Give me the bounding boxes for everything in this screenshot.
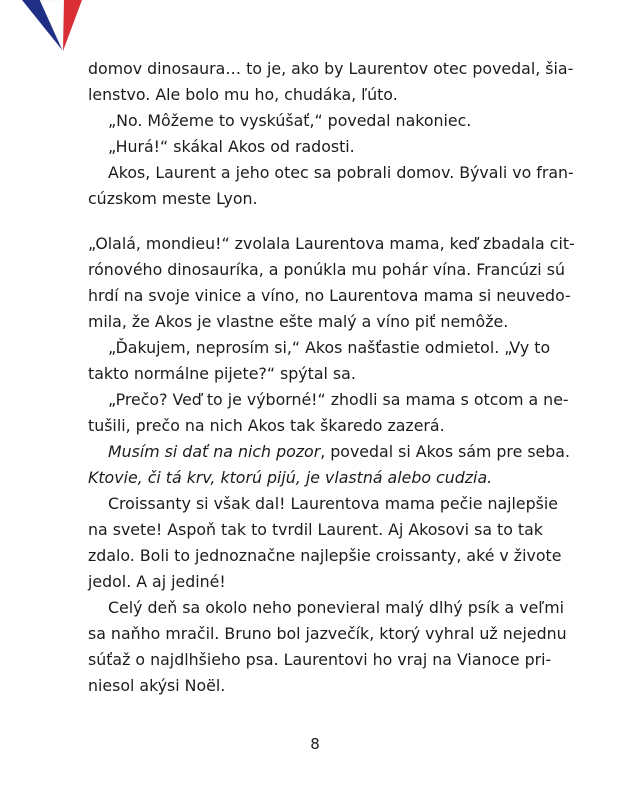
text-line: „Hurá!“ skákal Akos od radosti. (108, 137, 355, 156)
text-line: „Prečo? Veď to je výborné!“ zhodli sa mama s otcom a ne- (108, 390, 569, 409)
book-text (88, 56, 575, 699)
text-line: súťaž o najdlhšieho psa. Laurentovi ho vraj na Vianoce pri- (88, 650, 552, 669)
section-gap (88, 212, 570, 231)
text-line: Celý deň sa okolo neho ponevieral malý dlhý psík a veľmi (108, 598, 565, 617)
text-line: „No. Môžeme to vyskúšať,“ povedal nakoniec. (108, 111, 472, 130)
text-line: na svete! Aspoň tak to tvrdil Laurent. Aj Akosovi sa to tak (88, 520, 543, 539)
narration-text: , povedal si Akos sám pre seba. (320, 442, 570, 461)
text-line: tušili, prečo na nich Akos tak škaredo zazerá. (88, 416, 445, 435)
text-line: lenstvo. Ale bolo mu ho, chudáka, ľúto. (88, 85, 398, 104)
italic-thought-line: Ktovie, či tá krv, ktorú pijú, je vlastná alebo cudzia. (88, 468, 493, 487)
page-number: 8 (310, 735, 320, 753)
text-line: hrdí na svoje vinice a víno, no Laurentova mama si neuvedo- (88, 286, 571, 305)
text-line: cúzskom meste Lyon. (88, 189, 258, 208)
text-line: takto normálne pijete?“ spýtal sa. (88, 364, 356, 383)
text-line: Akos, Laurent a jeho otec sa pobrali domov. Bývali vo fran- (108, 163, 574, 182)
text-line: „Olalá, mondieu!“ zvolala Laurentova mama, keď zbadala cit- (88, 234, 575, 253)
text-line (88, 439, 570, 465)
text-line: mila, že Akos je vlastne ešte malý a víno piť nemôže. (88, 312, 509, 331)
text-line: Croissanty si však dal! Laurentova mama pečie najlepšie (108, 494, 559, 513)
text-line: „Ďakujem, neprosím si,“ Akos našťastie odmietol. „Vy to (108, 338, 551, 357)
text-line: rónového dinosauríka, a ponúkla mu pohár vína. Francúzi sú (88, 260, 565, 279)
text-line: jedol. A aj jediné! (88, 572, 226, 591)
french-flag-pennant-icon (0, 0, 100, 56)
italic-thought: Musím si dať na nich pozor (108, 442, 321, 461)
text-line: sa naňho mračil. Bruno bol jazvečík, ktorý vyhral už nejednu (88, 624, 567, 643)
text-line: niesol akýsi Noël. (88, 676, 226, 695)
text-line: domov dinosaura… to je, ako by Laurentov otec povedal, šia- (88, 59, 574, 78)
text-line: zdalo. Boli to jednoznačne najlepšie croissanty, aké v živote (88, 546, 562, 565)
